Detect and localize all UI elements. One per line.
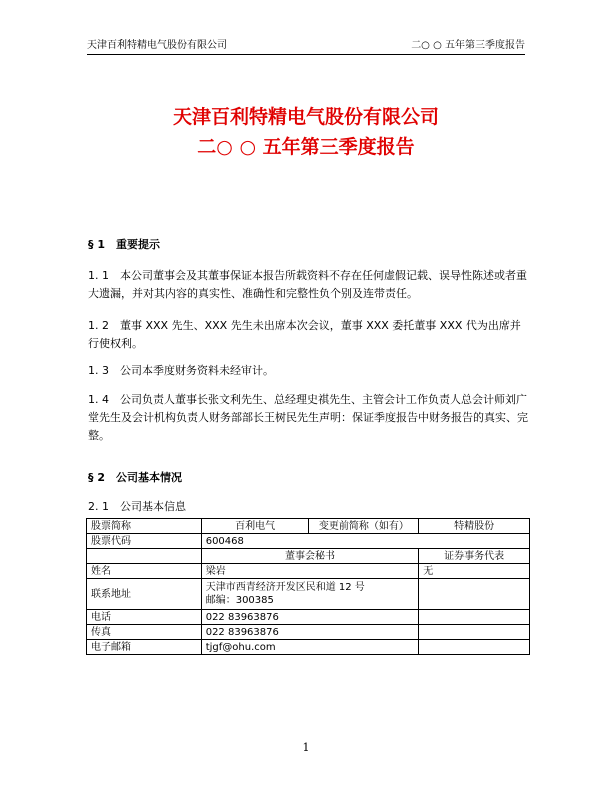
document-title: 天津百利特精电气股份有限公司 bbox=[172, 106, 439, 128]
table-row bbox=[87, 564, 530, 579]
table-cell bbox=[419, 610, 530, 625]
table-cell bbox=[419, 579, 530, 610]
header-company: 天津百利特精电气股份有限公司 bbox=[87, 40, 227, 51]
table-cell: 600468 bbox=[201, 534, 529, 549]
table-row bbox=[87, 549, 530, 564]
table-cell: 电子邮箱 bbox=[87, 640, 202, 655]
company-info-table bbox=[86, 518, 530, 655]
table-cell: 022 83963876 bbox=[201, 625, 419, 640]
table-cell: 股票代码 bbox=[87, 534, 202, 549]
table-row bbox=[87, 610, 530, 625]
table-cell: 梁岩 bbox=[201, 564, 419, 579]
table-row bbox=[87, 579, 530, 610]
para-1-1: 1. 1 本公司董事会及其董事保证本报告所载资料不存在任何虚假记载、误导性陈述或者重大遗漏，并对其内容的真实性、准确性和完整性负个别及连带责任。 bbox=[88, 269, 527, 300]
running-header bbox=[87, 40, 525, 55]
document-subtitle: 二○ ○ 五年第三季度报告 bbox=[197, 136, 415, 158]
section1-heading: § 1 重要提示 bbox=[88, 238, 160, 251]
table-cell: 022 83963876 bbox=[201, 610, 419, 625]
table-cell: 无 bbox=[419, 564, 530, 579]
table-cell: 姓名 bbox=[87, 564, 202, 579]
table-cell bbox=[87, 549, 202, 564]
para-1-4: 1. 4 公司负责人董事长张文利先生、总经理史祺先生、主管会计工作负责人总会计师刘广堂先生及会计机构负责人财务部部长王树民先生声明：保证季度报告中财务报告的真实、完整。 bbox=[88, 393, 528, 442]
table-row bbox=[87, 534, 530, 549]
table-row bbox=[87, 625, 530, 640]
table-cell: 传真 bbox=[87, 625, 202, 640]
table-cell: 董事会秘书 bbox=[201, 549, 419, 564]
table-cell: tjgf@ohu.com bbox=[201, 640, 419, 655]
table-row bbox=[87, 640, 530, 655]
table-cell: 联系地址 bbox=[87, 579, 202, 610]
table-cell: 股票简称 bbox=[87, 519, 202, 534]
table-row bbox=[87, 519, 530, 534]
para-1-3: 1. 3 公司本季度财务资料未经审计。 bbox=[88, 364, 274, 377]
table-cell bbox=[419, 625, 530, 640]
table-cell: 变更前简称（如有） bbox=[309, 519, 419, 534]
table-cell: 特精股份 bbox=[419, 519, 530, 534]
table-cell: 百利电气 bbox=[201, 519, 309, 534]
table-cell: 电话 bbox=[87, 610, 202, 625]
page-number: 1 bbox=[302, 741, 310, 754]
para-1-2: 1. 2 董事 XXX 先生、XXX 先生未出席本次会议，董事 XXX 委托董事 XXX 代为出席并行使权利。 bbox=[88, 319, 521, 350]
header-report: 二○ ○ 五年第三季度报告 bbox=[411, 40, 525, 51]
postcode-line: 邮编：300385 bbox=[205, 595, 274, 606]
section2-heading: § 2 公司基本情况 bbox=[88, 471, 182, 484]
table-cell bbox=[201, 579, 419, 610]
address-line: 天津市西青经济开发区民和道 12 号 bbox=[205, 582, 365, 593]
table-cell: 证券事务代表 bbox=[419, 549, 530, 564]
table-cell bbox=[419, 640, 530, 655]
subsection-2-1: 2. 1 公司基本信息 bbox=[88, 500, 186, 513]
